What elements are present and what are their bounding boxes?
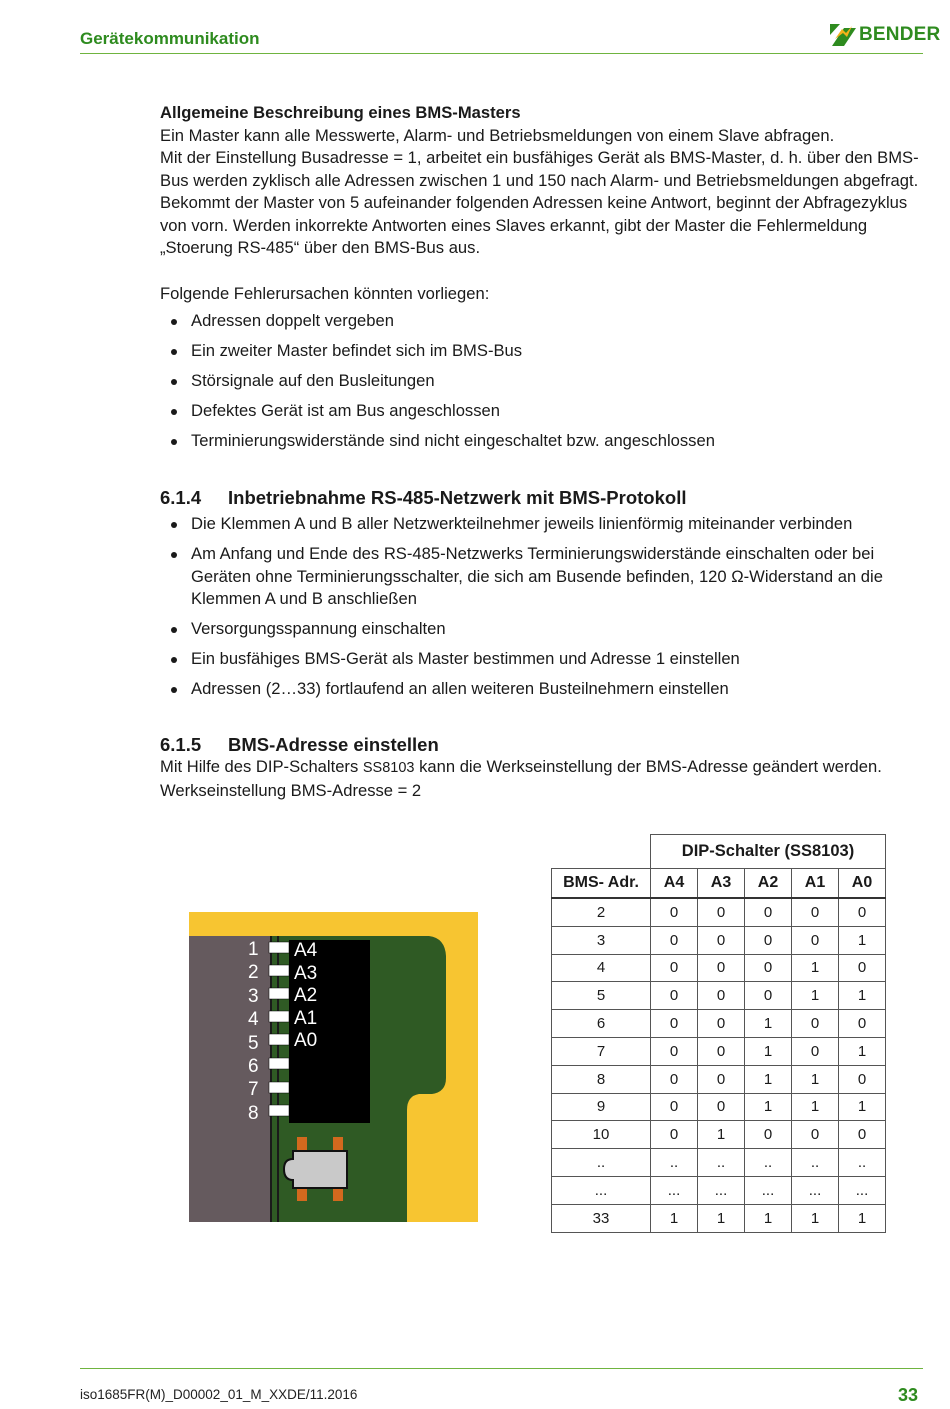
bit-cell: 1: [745, 1010, 792, 1038]
bit-cell: 1: [839, 982, 886, 1010]
dip-address-table: [551, 834, 886, 1233]
switch-number: 8: [248, 1102, 259, 1124]
bit-cell: 0: [745, 954, 792, 982]
bit-cell: 1: [745, 1204, 792, 1232]
bit-cell: ...: [651, 1176, 698, 1204]
bit-cell: 1: [698, 1121, 745, 1149]
table-row: [552, 1065, 886, 1093]
address-cell: 9: [552, 1093, 651, 1121]
table-row: [552, 1121, 886, 1149]
address-column-header: BMS- Adr.: [552, 869, 651, 899]
bit-cell: 0: [651, 982, 698, 1010]
address-cell: 8: [552, 1065, 651, 1093]
document-id: iso1685FR(M)_D00002_01_M_XXDE/11.2016: [80, 1387, 358, 1402]
bit-cell: ..: [651, 1149, 698, 1177]
bit-column-header: A4: [651, 869, 698, 899]
section-number: 6.1.5: [160, 733, 202, 755]
table-row: [552, 1093, 886, 1121]
header-rule: [80, 53, 923, 54]
bit-cell: 0: [698, 898, 745, 926]
bit-cell: 1: [792, 1093, 839, 1121]
bit-cell: 0: [745, 982, 792, 1010]
switch-number: 7: [248, 1079, 259, 1101]
bit-cell: 1: [745, 1093, 792, 1121]
list-item: Ein zweiter Master befindet sich im BMS-Bus: [160, 340, 925, 363]
bit-cell: 0: [651, 1093, 698, 1121]
table-row: [552, 1176, 886, 1204]
page-number: 33: [898, 1385, 919, 1405]
switch-label: A3: [294, 962, 318, 984]
list-item: Ein busfähiges BMS-Gerät als Master bestimmen und Adresse 1 einstellen: [160, 648, 925, 671]
logo-text: BENDER: [859, 24, 941, 45]
address-cell: 3: [552, 926, 651, 954]
list-item: Störsignale auf den Busleitungen: [160, 370, 925, 393]
table-row: [552, 1010, 886, 1038]
table-row: [552, 982, 886, 1010]
table-row: [552, 1204, 886, 1232]
dip-switch-illustration: [189, 912, 478, 1222]
bit-cell: 0: [651, 1037, 698, 1065]
bit-cell: 0: [839, 1065, 886, 1093]
bit-cell: 0: [651, 1065, 698, 1093]
section-615-heading: [160, 734, 925, 757]
bit-cell: 1: [839, 1093, 886, 1121]
bit-cell: 0: [698, 1037, 745, 1065]
switch-number: 5: [248, 1032, 259, 1054]
list-item: Adressen doppelt vergeben: [160, 310, 925, 333]
switch-label: A4: [294, 940, 318, 961]
bit-cell: 0: [745, 926, 792, 954]
bit-cell: 0: [698, 1010, 745, 1038]
section-614-heading: [160, 487, 925, 510]
bit-cell: 0: [651, 898, 698, 926]
bit-cell: 1: [792, 954, 839, 982]
bit-cell: 0: [792, 926, 839, 954]
main-content: [160, 102, 925, 802]
bit-cell: 0: [698, 982, 745, 1010]
bit-cell: 0: [745, 1121, 792, 1149]
table-row: [552, 1037, 886, 1065]
bit-column-header: A3: [698, 869, 745, 899]
list-item: Terminierungswiderstände sind nicht eingeschaltet bzw. angeschlossen: [160, 430, 925, 453]
switch-number: 6: [248, 1056, 259, 1078]
list-item: Am Anfang und Ende des RS-485-Netzwerks Terminierungswiderstände einschalten oder bei Geräten ohne Terminierungsschalter, die sich am Busende befinden, 120 Ω-Widerstand an die Klemmen A und B anschließen: [160, 543, 925, 611]
switch-number: 2: [248, 962, 259, 984]
bender-logo-icon: [830, 24, 856, 46]
bit-cell: 0: [839, 1010, 886, 1038]
table-row: [552, 898, 886, 926]
bit-cell: 0: [651, 1010, 698, 1038]
list-item: Adressen (2…33) fortlaufend an allen weiteren Busteilnehmern einstellen: [160, 678, 925, 701]
bit-cell: 0: [745, 898, 792, 926]
table-row: [552, 954, 886, 982]
bit-cell: ...: [839, 1176, 886, 1204]
bit-cell: 0: [792, 1121, 839, 1149]
bit-cell: ..: [745, 1149, 792, 1177]
bit-cell: 0: [839, 954, 886, 982]
intro-line-1: Ein Master kann alle Messwerte, Alarm- und Betriebsmeldungen von einem Slave abfragen.: [160, 125, 835, 145]
bit-column-header: A0: [839, 869, 886, 899]
bit-cell: 1: [651, 1204, 698, 1232]
address-cell: 10: [552, 1121, 651, 1149]
address-cell: 4: [552, 954, 651, 982]
address-cell: 6: [552, 1010, 651, 1038]
address-cell: 5: [552, 982, 651, 1010]
switch-number: 3: [248, 985, 259, 1007]
table-row: [552, 926, 886, 954]
section-title: BMS-Adresse einstellen: [228, 733, 439, 755]
bit-cell: 0: [698, 926, 745, 954]
bit-cell: 1: [839, 926, 886, 954]
bit-column-header: A1: [792, 869, 839, 899]
bit-cell: 1: [792, 982, 839, 1010]
causes-lead: Folgende Fehlerursachen könnten vorliegen:: [160, 283, 490, 303]
switch-number: 1: [248, 939, 259, 960]
bit-cell: 0: [792, 1037, 839, 1065]
section-title: Inbetriebnahme RS-485-Netzwerk mit BMS-Protokoll: [228, 486, 687, 508]
bit-cell: 0: [839, 1121, 886, 1149]
switch-label: A0: [294, 1030, 318, 1051]
bit-cell: 1: [839, 1037, 886, 1065]
list-item: Versorgungsspannung einschalten: [160, 618, 925, 641]
address-cell: 33: [552, 1204, 651, 1232]
dip-group-header: DIP-Schalter (SS8103): [651, 835, 886, 869]
bit-cell: 0: [839, 898, 886, 926]
bit-cell: ...: [698, 1176, 745, 1204]
address-cell: 2: [552, 898, 651, 926]
switch-label: A1: [294, 1007, 318, 1029]
bit-cell: ..: [792, 1149, 839, 1177]
bit-cell: 0: [651, 954, 698, 982]
address-cell: ..: [552, 1149, 651, 1177]
bit-cell: 0: [792, 1010, 839, 1038]
page-header-title: Gerätekommunikation: [80, 29, 260, 48]
list-item: Defektes Gerät ist am Bus angeschlossen: [160, 400, 925, 423]
text-before: Mit Hilfe des DIP-Schalters: [160, 757, 363, 776]
bit-cell: 1: [745, 1037, 792, 1065]
bit-cell: ...: [745, 1176, 792, 1204]
switch-label: A2: [294, 985, 318, 1006]
bit-cell: 0: [698, 954, 745, 982]
table-corner: [552, 835, 651, 869]
bit-cell: ...: [792, 1176, 839, 1204]
footer-rule: [80, 1368, 923, 1369]
address-cell: ...: [552, 1176, 651, 1204]
section-615-text: [160, 756, 925, 802]
bit-cell: 0: [698, 1093, 745, 1121]
bit-cell: 0: [792, 898, 839, 926]
section-number: 6.1.4: [160, 486, 202, 508]
bit-cell: 0: [698, 1065, 745, 1093]
bit-cell: ..: [839, 1149, 886, 1177]
dip-switch-labels: [294, 940, 317, 1053]
address-cell: 7: [552, 1037, 651, 1065]
table-row: [552, 1149, 886, 1177]
intro-paragraph: Mit der Einstellung Busadresse = 1, arbeitet ein busfähiges Gerät als BMS-Master, d. h. über den BMS-Bus werden zyklisch alle Adressen zwischen 1 und 150 nach Alarm- und Betriebsmeldungen abgefragt. Bekommt der Master von 5 aufeinander folgenden Adressen keine Antwort, beginnt der Abfragezyklus von vorn. Werden inkorrekte Antworten eines Slaves erkannt, gibt der Master die Fehlermeldung „Stoerung RS-485“ über den BMS-Bus aus.: [160, 148, 919, 257]
bit-cell: 1: [792, 1065, 839, 1093]
bit-cell: 0: [651, 1121, 698, 1149]
dip-table-body: [552, 898, 886, 1232]
list-item: Die Klemmen A und B aller Netzwerkteilnehmer jeweils linienförmig miteinander verbinden: [160, 513, 925, 536]
bit-cell: 1: [698, 1204, 745, 1232]
switch-id: SS8103: [362, 760, 415, 776]
bender-logo: [830, 24, 940, 46]
bit-cell: 1: [839, 1204, 886, 1232]
dip-switch-numbers: [248, 938, 259, 1125]
bit-column-header: A2: [745, 869, 792, 899]
bit-cell: 1: [792, 1204, 839, 1232]
text-after: kann die Werkseinstellung der BMS-Adresse geändert werden. Werkseinstellung BMS-Adresse = 2: [160, 757, 882, 800]
bit-cell: ..: [698, 1149, 745, 1177]
causes-list: [160, 310, 925, 453]
intro-heading: Allgemeine Beschreibung eines BMS-Masters: [160, 103, 521, 122]
bit-cell: 1: [745, 1065, 792, 1093]
commissioning-steps: [160, 513, 925, 701]
switch-number: 4: [248, 1009, 259, 1031]
bit-cell: 0: [651, 926, 698, 954]
